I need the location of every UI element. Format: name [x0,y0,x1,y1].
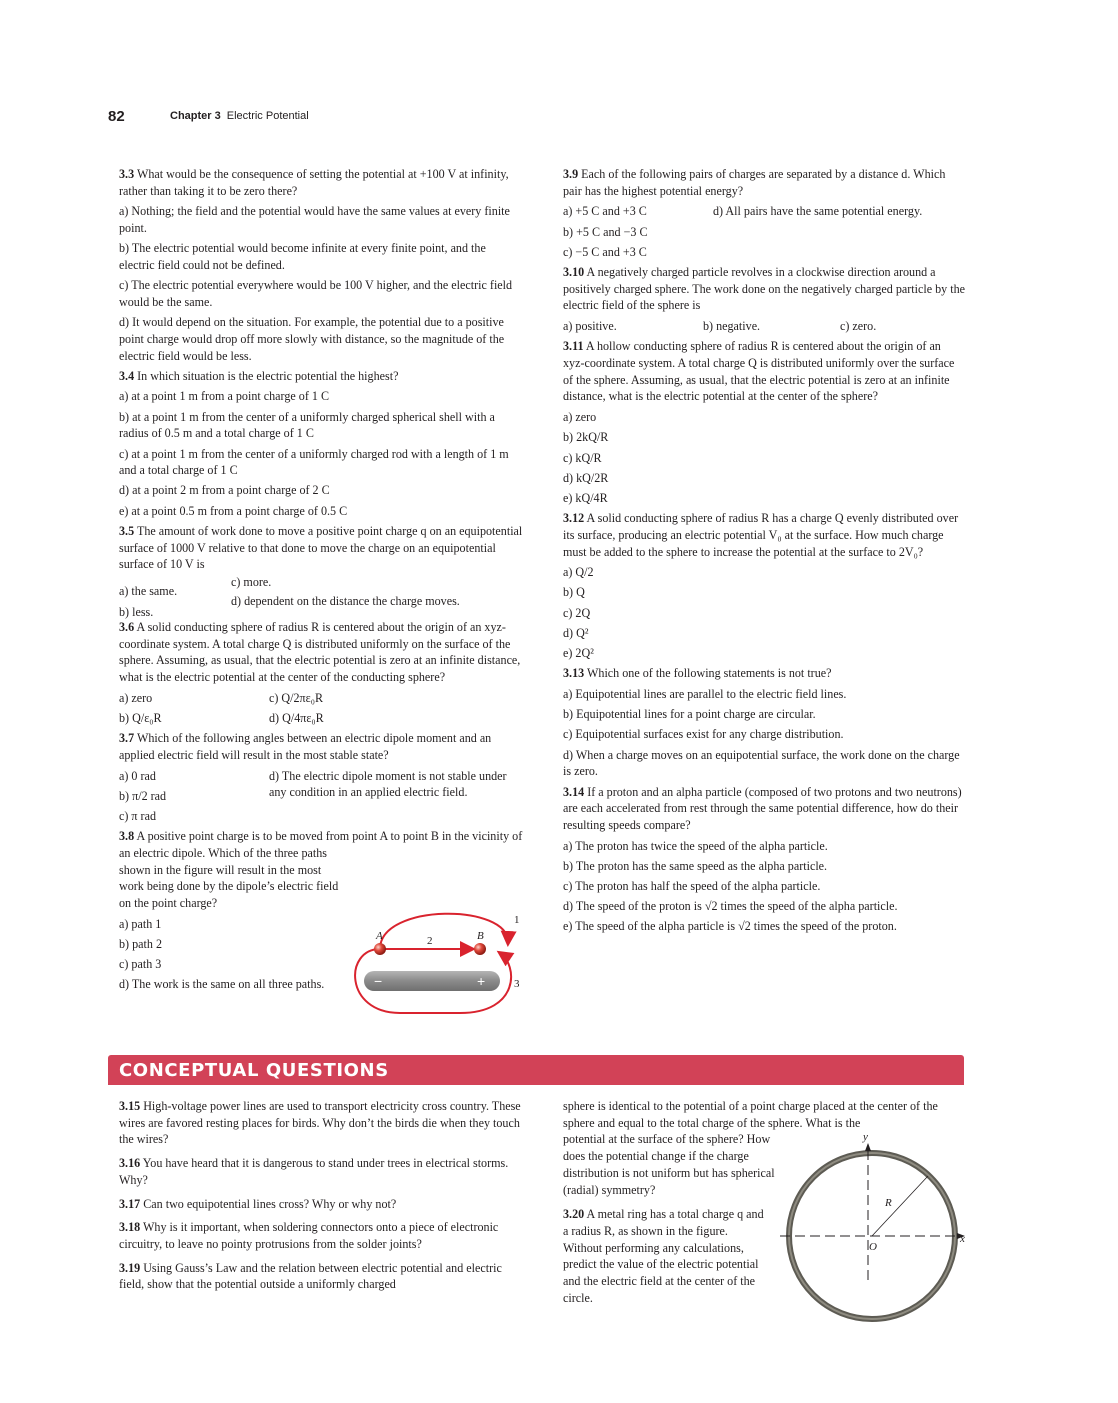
question-3-9 [563,166,965,264]
question-text: Using Gauss’s Law and the relation between electric potential and electric field, show that the potential outside a uniformly charged [119,1260,502,1292]
option: d) Q/4πε₀R [269,710,324,725]
option: e) kQ/4R [563,490,608,505]
question-3-15 [119,1098,523,1148]
question-number: 3.17 [119,1196,141,1211]
option: d) The speed of the proton is √2 times the speed of the alpha particle. [563,899,898,914]
option: e) at a point 0.5 m from a point charge of 0.5 C [119,503,348,518]
option: a) +5 C and +3 C [563,204,647,219]
question-number: 3.9 [563,167,579,181]
question-text: A hollow conducting sphere of radius R is centered about the origin of an xyz-coordinate system. A total charge Q is distributed uniformly over the surface of the sphere. Assuming, as usual, that the electric potential is zero at an infinite distance, what is the electric potential at the center of the sphere? [563,339,955,404]
option: b) The electric potential would become infinite at every finite point, and the electric field could not be defined. [119,241,486,273]
question-3-13 [563,665,965,780]
option: b) π/2 rad [119,788,167,803]
option: c) The proton has half the speed of the alpha particle. [563,879,821,894]
question-3-14 [563,784,965,936]
question-3-17 [119,1196,523,1213]
question-number: 3.12 [563,511,585,526]
question-text: What would be the consequence of setting the potential at +100 V at infinity, rather than taking it to be zero there? [119,167,509,198]
question-number: 3.20 [563,1207,585,1222]
option: c) −5 C and +3 C [563,244,647,259]
question-text: Can two equipotential lines cross? Why or why not? [143,1196,397,1211]
option: b) at a point 1 m from the center of a uniformly charged spherical shell with a radius of 0.5 m and a total charge of 1 C [119,409,495,441]
option: e) 2Q² [563,646,594,661]
origin-label: O [869,1241,877,1253]
option: c) Q/2πε₀R [269,690,324,705]
question-number: 3.7 [119,731,135,746]
running-head [170,110,309,122]
option: e) The speed of the alpha particle is √2 times the speed of the proton. [563,919,897,934]
option: d) When a charge moves on an equipotential surface, the work done on the charge is zero. [563,747,960,779]
question-3-7 [119,730,523,828]
axis-x-label: x [960,1233,965,1245]
option: a) path 1 [119,916,162,931]
point-b [474,943,486,955]
option: d) It would depend on the situation. For example, the potential due to a positive point charge would drop off more slowly with distance, so the magnitude of the electric field would be less. [119,315,505,363]
conceptual-left-column [119,1098,523,1297]
question-number: 3.4 [119,368,135,383]
question-text: A metal ring has a total charge q and a radius R, as shown in the figure. Without performing any calculations, predict the value of the electric potential and the electric field at the center of the circle. [563,1207,764,1305]
question-text: A positive point charge is to be moved from point A to point B in the vicinity of an electric dipole. Which of the three paths [119,829,523,860]
option: b) Q/ε₀R [119,710,162,725]
question-number: 3.13 [563,666,585,681]
option: d) kQ/2R [563,470,609,485]
question-3-19-cont2: potential at the surface of the sphere? How does the potential change if the charge distribution is not uniform but has spherical (radial) symmetry? [563,1132,775,1197]
question-text: A negatively charged particle revolves in a clockwise direction around a positively charged sphere. The work done on the negatively charged particle by the electric field of the sphere is [563,265,965,313]
label-path-2: 2 [427,935,433,947]
right-column [563,166,965,939]
question-text: The amount of work done to move a positive point charge q on an equipotential surface of 1000 V relative to that done to move the charge on an equipotential surface of 10 V is [119,523,523,572]
question-text: A solid conducting sphere of radius R has a charge Q evenly distributed over its surface, producing an electric potential V₀ at the surface. How much charge must be added to the sphere to increase the potential at the surface to 2V₀? [563,511,959,559]
question-number: 3.14 [563,784,585,799]
chapter-title: Electric Potential [226,110,309,122]
question-3-11 [563,338,965,506]
option: a) zero [119,690,153,705]
question-number: 3.16 [119,1156,141,1171]
question-text: Why is it important, when soldering connectors onto a piece of electronic circuitry, to leave no pointy protrusions from the solder joints? [119,1220,499,1251]
page-number: 82 [108,108,125,125]
option: c) The electric potential everywhere would be 100 V higher, and the electric field would be the same. [119,278,513,309]
radius-line [872,1176,928,1236]
minus-sign: − [374,973,383,989]
option: b) path 2 [119,936,162,951]
path-1 [380,914,508,949]
label-path-1: 1 [514,914,520,926]
question-text: You have heard that it is dangerous to stand under trees in electrical storms. Why? [119,1156,509,1187]
question-3-18 [119,1219,523,1252]
option: a) zero [563,410,597,425]
option: c) Equipotential surfaces exist for any charge distribution. [563,727,844,742]
question-3-20 [563,1206,769,1306]
option: b) negative. [703,319,761,334]
option: b) Q [563,585,585,600]
option: a) Q/2 [563,565,594,580]
chapter-label: Chapter 3 [170,110,221,122]
question-3-19 [119,1260,523,1293]
question-text: A solid conducting sphere of radius R is centered about the origin of an xyz-coordinate system. A total charge Q is distributed uniformly on the surface of the sphere. Assuming, as usual, that the electric potential is zero at an infinite distance, what is the electric potential at the center of the conducting sphere? [119,619,521,684]
option: b) Equipotential lines for a point charge are circular. [563,707,816,722]
option: c) at a point 1 m from the center of a uniformly charged rod with a length of 1 m and a total charge of 1 C [119,446,509,478]
question-number: 3.6 [119,619,135,634]
question-3-5 [119,523,523,624]
left-column [119,166,523,996]
question-number: 3.19 [119,1260,141,1275]
question-text: In which situation is the electric potential the highest? [137,368,399,383]
option: d) at a point 2 m from a point charge of 2 C [119,483,330,498]
label-path-3: 3 [514,978,520,990]
question-3-3 [119,166,523,364]
option: b) 2kQ/R [563,430,609,445]
question-3-19-cont: sphere is identical to the potential of a point charge placed at the center of the sphere and equal to the total charge of the sphere. What is the [563,1099,938,1130]
dipole-path-figure [340,905,530,1015]
ring-figure [776,1132,972,1324]
question-3-6 [119,619,523,730]
question-3-16 [119,1155,523,1188]
question-number: 3.8 [119,829,135,844]
option: d) dependent on the distance the charge moves. [231,593,460,608]
question-text-cont: shown in the figure will result in the most work being done by the dipole’s electric field on the point charge? [119,862,339,910]
option: b) less. [119,604,154,619]
option: c) more. [231,574,272,589]
label-a: A [376,930,383,942]
label-b: B [477,930,484,942]
option: a) The proton has twice the speed of the alpha particle. [563,838,828,853]
option: a) Equipotential lines are parallel to the electric field lines. [563,686,847,701]
option: d) The work is the same on all three paths. [119,977,325,992]
radius-label: R [885,1197,892,1209]
option: d) All pairs have the same potential energy. [713,204,923,219]
option: a) at a point 1 m from a point charge of 1 C [119,389,330,404]
option: c) kQ/R [563,450,602,465]
option: c) zero. [840,319,877,334]
question-number: 3.5 [119,523,135,538]
option: a) the same. [119,583,178,598]
question-number: 3.11 [563,339,584,354]
question-3-12 [563,510,965,662]
question-number: 3.3 [119,167,135,181]
option: d) The electric dipole moment is not stable under any condition in an applied electric field. [269,768,507,800]
axis-y-label: y [863,1132,868,1143]
option: c) path 3 [119,957,162,972]
option: a) Nothing; the field and the potential would have the same values at every finite point. [119,204,510,236]
question-3-10 [563,264,965,338]
question-text: High-voltage power lines are used to transport electricity cross country. These wires are favored resting places for birds. Why don’t the birds die when they touch the wires? [119,1099,521,1147]
question-text: Each of the following pairs of charges are separated by a distance d. Which pair has the highest potential energy? [563,167,946,198]
question-text: Which one of the following statements is not true? [586,666,832,681]
option: b) +5 C and −3 C [563,224,648,239]
option: d) Q² [563,625,589,640]
section-title: CONCEPTUAL QUESTIONS [119,1060,389,1081]
question-number: 3.15 [119,1099,141,1113]
option: b) The proton has the same speed as the alpha particle. [563,858,828,873]
plus-sign: + [477,973,486,989]
question-number: 3.10 [563,265,585,280]
question-number: 3.18 [119,1220,141,1235]
section-banner [108,1055,964,1085]
option: c) 2Q [563,605,591,620]
option: a) 0 rad [119,768,156,783]
question-text: If a proton and an alpha particle (composed of two protons and two neutrons) are each accelerated from rest through the same potential difference, how do their resulting speeds compare? [563,784,962,832]
option: a) positive. [563,319,617,334]
question-3-4 [119,368,523,520]
question-text: Which of the following angles between an electric dipole moment and an applied electric field will result in the most stable state? [119,731,492,762]
option: c) π rad [119,808,156,823]
point-a [374,943,386,955]
